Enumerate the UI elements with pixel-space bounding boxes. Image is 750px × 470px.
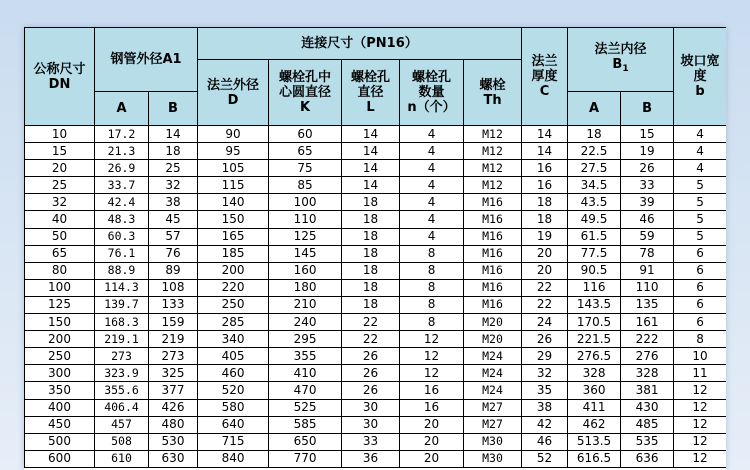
table-row xyxy=(25,416,727,433)
table-row xyxy=(25,296,727,313)
cell-flange-thickness: 14 xyxy=(522,143,568,160)
cell-bolt-count: 4 xyxy=(400,177,464,194)
cell-dn: 15 xyxy=(25,143,95,160)
cell-bolt-count: 8 xyxy=(400,279,464,296)
cell-dn: 250 xyxy=(25,348,95,365)
table-row xyxy=(25,365,727,382)
cell-bolt-count: 8 xyxy=(400,314,464,331)
header-flange-id: 法兰内径 $B_1$ xyxy=(568,28,674,92)
cell-pipe-od-a: 26.9 xyxy=(95,160,149,177)
cell-bolt: M16 xyxy=(464,245,522,262)
cell-flange-id-a: 77.5 xyxy=(568,245,621,262)
cell-flange-thickness: 14 xyxy=(522,126,568,143)
cell-flange-id-b: 15 xyxy=(621,126,674,143)
cell-bolt: M24 xyxy=(464,348,522,365)
cell-pipe-od-a: 114.3 xyxy=(95,279,149,296)
cell-flange-thickness: 29 xyxy=(522,348,568,365)
cell-pipe-od-b: 530 xyxy=(149,433,198,450)
header-dn: 公称尺寸 DN xyxy=(25,28,95,126)
cell-dn: 350 xyxy=(25,382,95,399)
cell-bevel-width: 11 xyxy=(674,365,726,382)
cell-bolt-circle: 355 xyxy=(269,348,342,365)
cell-bevel-width: 5 xyxy=(674,228,726,245)
table-row xyxy=(25,348,727,365)
cell-flange-id-a: 116 xyxy=(568,279,621,296)
header-bolt-hole-dia: 螺栓孔 直径 L xyxy=(342,60,400,126)
table-row xyxy=(25,450,727,467)
cell-flange-thickness: 32 xyxy=(522,365,568,382)
table-row xyxy=(25,211,727,228)
cell-flange-id-a: 616.5 xyxy=(568,450,621,467)
cell-flange-thickness: 20 xyxy=(522,245,568,262)
cell-pipe-od-b: 89 xyxy=(149,262,198,279)
cell-bolt-count: 4 xyxy=(400,143,464,160)
cell-flange-od: 460 xyxy=(198,365,269,382)
cell-dn: 200 xyxy=(25,331,95,348)
cell-bolt-hole-dia: 36 xyxy=(342,450,400,467)
cell-flange-id-b: 110 xyxy=(621,279,674,296)
header-bolt-count: 螺栓孔 数量 n（个） xyxy=(400,60,464,126)
cell-flange-thickness: 16 xyxy=(522,160,568,177)
cell-flange-id-b: 78 xyxy=(621,245,674,262)
cell-pipe-od-a: 48.3 xyxy=(95,211,149,228)
cell-bevel-width: 12 xyxy=(674,416,726,433)
header-pipe-od: 钢管外径A1 xyxy=(95,28,198,92)
cell-flange-id-b: 222 xyxy=(621,331,674,348)
cell-flange-od: 220 xyxy=(198,279,269,296)
cell-bevel-width: 6 xyxy=(674,279,726,296)
cell-flange-od: 285 xyxy=(198,314,269,331)
cell-bevel-width: 4 xyxy=(674,143,726,160)
cell-bevel-width: 5 xyxy=(674,211,726,228)
cell-pipe-od-b: 325 xyxy=(149,365,198,382)
cell-flange-id-a: 22.5 xyxy=(568,143,621,160)
cell-flange-od: 250 xyxy=(198,296,269,313)
cell-bevel-width: 6 xyxy=(674,314,726,331)
header-bevel-width: 坡口宽 度 b xyxy=(674,28,726,126)
cell-flange-od: 150 xyxy=(198,211,269,228)
cell-bolt-circle: 110 xyxy=(269,211,342,228)
header-pipe-od-a: A xyxy=(95,92,149,126)
cell-pipe-od-b: 480 xyxy=(149,416,198,433)
cell-bolt-circle: 585 xyxy=(269,416,342,433)
cell-bolt-circle: 145 xyxy=(269,245,342,262)
cell-bolt-circle: 85 xyxy=(269,177,342,194)
cell-bolt-hole-dia: 18 xyxy=(342,194,400,211)
cell-bevel-width: 4 xyxy=(674,126,726,143)
cell-pipe-od-b: 133 xyxy=(149,296,198,313)
cell-pipe-od-b: 38 xyxy=(149,194,198,211)
cell-bolt-circle: 240 xyxy=(269,314,342,331)
cell-flange-id-b: 59 xyxy=(621,228,674,245)
cell-flange-id-b: 328 xyxy=(621,365,674,382)
cell-bolt-hole-dia: 18 xyxy=(342,262,400,279)
cell-bolt-circle: 525 xyxy=(269,399,342,416)
cell-flange-od: 95 xyxy=(198,143,269,160)
cell-bolt-hole-dia: 26 xyxy=(342,365,400,382)
cell-bolt-count: 4 xyxy=(400,194,464,211)
cell-bolt-hole-dia: 14 xyxy=(342,126,400,143)
cell-bolt-hole-dia: 26 xyxy=(342,348,400,365)
cell-flange-id-b: 39 xyxy=(621,194,674,211)
table-row xyxy=(25,262,727,279)
cell-bolt-circle: 470 xyxy=(269,382,342,399)
cell-dn: 40 xyxy=(25,211,95,228)
cell-flange-id-b: 91 xyxy=(621,262,674,279)
cell-bolt-circle: 410 xyxy=(269,365,342,382)
table-row xyxy=(25,143,727,160)
cell-flange-thickness: 42 xyxy=(522,416,568,433)
cell-dn: 100 xyxy=(25,279,95,296)
cell-bolt-count: 12 xyxy=(400,348,464,365)
cell-flange-id-a: 18 xyxy=(568,126,621,143)
cell-flange-od: 200 xyxy=(198,262,269,279)
cell-flange-od: 340 xyxy=(198,331,269,348)
cell-bolt-count: 8 xyxy=(400,245,464,262)
cell-bolt-count: 16 xyxy=(400,382,464,399)
table-row xyxy=(25,126,727,143)
cell-flange-thickness: 19 xyxy=(522,228,568,245)
cell-flange-od: 105 xyxy=(198,160,269,177)
cell-bevel-width: 6 xyxy=(674,296,726,313)
table-row xyxy=(25,433,727,450)
cell-pipe-od-b: 108 xyxy=(149,279,198,296)
cell-flange-od: 115 xyxy=(198,177,269,194)
cell-pipe-od-b: 273 xyxy=(149,348,198,365)
cell-bolt-hole-dia: 18 xyxy=(342,228,400,245)
table-body xyxy=(25,126,727,468)
cell-bevel-width: 8 xyxy=(674,331,726,348)
cell-bolt-circle: 65 xyxy=(269,143,342,160)
header-flange-id-b: B xyxy=(621,92,674,126)
cell-pipe-od-a: 33.7 xyxy=(95,177,149,194)
cell-flange-id-a: 90.5 xyxy=(568,262,621,279)
cell-flange-id-a: 61.5 xyxy=(568,228,621,245)
cell-flange-thickness: 26 xyxy=(522,331,568,348)
cell-bolt-circle: 650 xyxy=(269,433,342,450)
cell-dn: 80 xyxy=(25,262,95,279)
cell-bolt-circle: 100 xyxy=(269,194,342,211)
cell-pipe-od-a: 406.4 xyxy=(95,399,149,416)
header-flange-od: 法兰外径 D xyxy=(198,60,269,126)
cell-pipe-od-a: 17.2 xyxy=(95,126,149,143)
cell-bolt: M24 xyxy=(464,382,522,399)
cell-bolt-count: 8 xyxy=(400,262,464,279)
cell-pipe-od-a: 76.1 xyxy=(95,245,149,262)
cell-dn: 20 xyxy=(25,160,95,177)
cell-bolt-hole-dia: 30 xyxy=(342,399,400,416)
cell-flange-id-b: 276 xyxy=(621,348,674,365)
cell-bevel-width: 5 xyxy=(674,194,726,211)
cell-bolt-count: 12 xyxy=(400,331,464,348)
cell-flange-id-a: 411 xyxy=(568,399,621,416)
cell-bolt-circle: 770 xyxy=(269,450,342,467)
cell-pipe-od-a: 610 xyxy=(95,450,149,467)
cell-bolt: M30 xyxy=(464,450,522,467)
cell-bolt: M16 xyxy=(464,279,522,296)
table-row xyxy=(25,314,727,331)
cell-dn: 300 xyxy=(25,365,95,382)
cell-dn: 450 xyxy=(25,416,95,433)
header-flange-thickness: 法兰 厚度 C xyxy=(522,28,568,126)
header-bolt-circle: 螺栓孔中 心圆直径 K xyxy=(269,60,342,126)
cell-flange-id-a: 462 xyxy=(568,416,621,433)
cell-flange-id-b: 135 xyxy=(621,296,674,313)
cell-pipe-od-a: 323.9 xyxy=(95,365,149,382)
cell-bolt-hole-dia: 18 xyxy=(342,279,400,296)
header-bolt: 螺栓 Th xyxy=(464,60,522,126)
cell-bolt-circle: 210 xyxy=(269,296,342,313)
cell-pipe-od-a: 21.3 xyxy=(95,143,149,160)
cell-bolt-hole-dia: 14 xyxy=(342,177,400,194)
cell-flange-id-b: 26 xyxy=(621,160,674,177)
cell-flange-id-b: 19 xyxy=(621,143,674,160)
cell-flange-id-b: 381 xyxy=(621,382,674,399)
cell-bevel-width: 4 xyxy=(674,160,726,177)
cell-flange-id-a: 27.5 xyxy=(568,160,621,177)
cell-flange-od: 405 xyxy=(198,348,269,365)
cell-bevel-width: 12 xyxy=(674,382,726,399)
cell-bolt-circle: 75 xyxy=(269,160,342,177)
cell-flange-od: 640 xyxy=(198,416,269,433)
cell-dn: 32 xyxy=(25,194,95,211)
cell-bolt-hole-dia: 22 xyxy=(342,314,400,331)
cell-dn: 500 xyxy=(25,433,95,450)
cell-pipe-od-b: 377 xyxy=(149,382,198,399)
cell-bolt-circle: 125 xyxy=(269,228,342,245)
cell-bolt-count: 20 xyxy=(400,450,464,467)
cell-bolt: M20 xyxy=(464,331,522,348)
cell-flange-thickness: 22 xyxy=(522,296,568,313)
table-row xyxy=(25,279,727,296)
cell-pipe-od-a: 60.3 xyxy=(95,228,149,245)
flange-dimension-table xyxy=(24,27,726,468)
cell-bevel-width: 12 xyxy=(674,399,726,416)
cell-flange-thickness: 24 xyxy=(522,314,568,331)
cell-bolt-hole-dia: 14 xyxy=(342,143,400,160)
cell-bolt-count: 8 xyxy=(400,296,464,313)
table-row xyxy=(25,382,727,399)
cell-flange-thickness: 22 xyxy=(522,279,568,296)
cell-pipe-od-b: 159 xyxy=(149,314,198,331)
cell-flange-id-a: 170.5 xyxy=(568,314,621,331)
cell-pipe-od-b: 32 xyxy=(149,177,198,194)
cell-bevel-width: 5 xyxy=(674,177,726,194)
cell-bolt-count: 20 xyxy=(400,416,464,433)
cell-flange-od: 165 xyxy=(198,228,269,245)
cell-dn: 10 xyxy=(25,126,95,143)
cell-pipe-od-b: 45 xyxy=(149,211,198,228)
cell-bolt-count: 4 xyxy=(400,228,464,245)
cell-flange-thickness: 52 xyxy=(522,450,568,467)
cell-bolt: M12 xyxy=(464,177,522,194)
cell-bolt-count: 4 xyxy=(400,211,464,228)
cell-pipe-od-a: 88.9 xyxy=(95,262,149,279)
table-row xyxy=(25,331,727,348)
cell-bolt: M16 xyxy=(464,296,522,313)
cell-bolt: M20 xyxy=(464,314,522,331)
cell-flange-id-b: 636 xyxy=(621,450,674,467)
cell-bolt-hole-dia: 14 xyxy=(342,160,400,177)
cell-flange-id-a: 43.5 xyxy=(568,194,621,211)
cell-pipe-od-b: 426 xyxy=(149,399,198,416)
cell-flange-id-b: 430 xyxy=(621,399,674,416)
cell-pipe-od-b: 76 xyxy=(149,245,198,262)
cell-bolt: M16 xyxy=(464,262,522,279)
cell-pipe-od-a: 508 xyxy=(95,433,149,450)
table-row xyxy=(25,399,727,416)
cell-bolt-hole-dia: 22 xyxy=(342,331,400,348)
table-row xyxy=(25,245,727,262)
cell-dn: 150 xyxy=(25,314,95,331)
cell-flange-od: 520 xyxy=(198,382,269,399)
cell-bolt: M27 xyxy=(464,416,522,433)
cell-bolt: M12 xyxy=(464,160,522,177)
cell-flange-id-a: 360 xyxy=(568,382,621,399)
cell-pipe-od-b: 630 xyxy=(149,450,198,467)
cell-pipe-od-b: 219 xyxy=(149,331,198,348)
cell-bolt: M16 xyxy=(464,211,522,228)
cell-flange-id-b: 535 xyxy=(621,433,674,450)
cell-flange-od: 185 xyxy=(198,245,269,262)
cell-pipe-od-b: 25 xyxy=(149,160,198,177)
cell-flange-od: 140 xyxy=(198,194,269,211)
cell-flange-id-b: 33 xyxy=(621,177,674,194)
cell-bolt-hole-dia: 18 xyxy=(342,296,400,313)
cell-flange-id-a: 49.5 xyxy=(568,211,621,228)
cell-flange-thickness: 46 xyxy=(522,433,568,450)
cell-flange-thickness: 18 xyxy=(522,211,568,228)
cell-flange-thickness: 20 xyxy=(522,262,568,279)
table-row xyxy=(25,177,727,194)
cell-pipe-od-b: 18 xyxy=(149,143,198,160)
cell-flange-id-b: 46 xyxy=(621,211,674,228)
cell-dn: 400 xyxy=(25,399,95,416)
cell-bolt-circle: 295 xyxy=(269,331,342,348)
cell-bolt-circle: 160 xyxy=(269,262,342,279)
cell-bolt-count: 20 xyxy=(400,433,464,450)
cell-flange-id-a: 34.5 xyxy=(568,177,621,194)
cell-bolt-hole-dia: 18 xyxy=(342,211,400,228)
cell-flange-od: 580 xyxy=(198,399,269,416)
cell-bevel-width: 10 xyxy=(674,348,726,365)
cell-pipe-od-a: 168.3 xyxy=(95,314,149,331)
cell-bolt: M16 xyxy=(464,228,522,245)
cell-bolt-hole-dia: 18 xyxy=(342,245,400,262)
cell-bolt: M12 xyxy=(464,143,522,160)
cell-bolt-hole-dia: 30 xyxy=(342,416,400,433)
cell-bevel-width: 6 xyxy=(674,245,726,262)
cell-dn: 125 xyxy=(25,296,95,313)
cell-bevel-width: 12 xyxy=(674,450,726,467)
cell-flange-id-a: 513.5 xyxy=(568,433,621,450)
cell-flange-id-b: 161 xyxy=(621,314,674,331)
cell-bolt: M24 xyxy=(464,365,522,382)
cell-pipe-od-a: 355.6 xyxy=(95,382,149,399)
cell-bolt-circle: 60 xyxy=(269,126,342,143)
cell-bolt-count: 12 xyxy=(400,365,464,382)
cell-bolt: M16 xyxy=(464,194,522,211)
cell-flange-thickness: 35 xyxy=(522,382,568,399)
cell-bevel-width: 12 xyxy=(674,433,726,450)
cell-bolt: M27 xyxy=(464,399,522,416)
cell-bolt-count: 4 xyxy=(400,160,464,177)
cell-flange-od: 715 xyxy=(198,433,269,450)
cell-flange-id-b: 485 xyxy=(621,416,674,433)
cell-flange-od: 840 xyxy=(198,450,269,467)
cell-bolt-count: 4 xyxy=(400,126,464,143)
cell-bolt-circle: 180 xyxy=(269,279,342,296)
header-connection: 连接尺寸（PN16） xyxy=(198,28,522,60)
cell-pipe-od-a: 139.7 xyxy=(95,296,149,313)
cell-flange-id-a: 276.5 xyxy=(568,348,621,365)
cell-flange-od: 90 xyxy=(198,126,269,143)
table-row xyxy=(25,160,727,177)
cell-bevel-width: 6 xyxy=(674,262,726,279)
cell-dn: 65 xyxy=(25,245,95,262)
spec-table-frame xyxy=(24,27,726,470)
cell-bolt: M12 xyxy=(464,126,522,143)
cell-flange-thickness: 18 xyxy=(522,194,568,211)
cell-flange-id-a: 143.5 xyxy=(568,296,621,313)
cell-pipe-od-a: 273 xyxy=(95,348,149,365)
cell-pipe-od-a: 42.4 xyxy=(95,194,149,211)
cell-dn: 600 xyxy=(25,450,95,467)
cell-flange-id-a: 328 xyxy=(568,365,621,382)
cell-dn: 50 xyxy=(25,228,95,245)
cell-flange-thickness: 16 xyxy=(522,177,568,194)
cell-dn: 25 xyxy=(25,177,95,194)
cell-pipe-od-b: 14 xyxy=(149,126,198,143)
cell-bolt-count: 16 xyxy=(400,399,464,416)
header-flange-id-a: A xyxy=(568,92,621,126)
table-row xyxy=(25,228,727,245)
cell-flange-thickness: 38 xyxy=(522,399,568,416)
cell-flange-id-a: 221.5 xyxy=(568,331,621,348)
header-pipe-od-b: B xyxy=(149,92,198,126)
cell-pipe-od-b: 57 xyxy=(149,228,198,245)
cell-bolt-hole-dia: 33 xyxy=(342,433,400,450)
table-row xyxy=(25,194,727,211)
cell-pipe-od-a: 219.1 xyxy=(95,331,149,348)
cell-bolt-hole-dia: 26 xyxy=(342,382,400,399)
cell-bolt: M30 xyxy=(464,433,522,450)
cell-pipe-od-a: 457 xyxy=(95,416,149,433)
